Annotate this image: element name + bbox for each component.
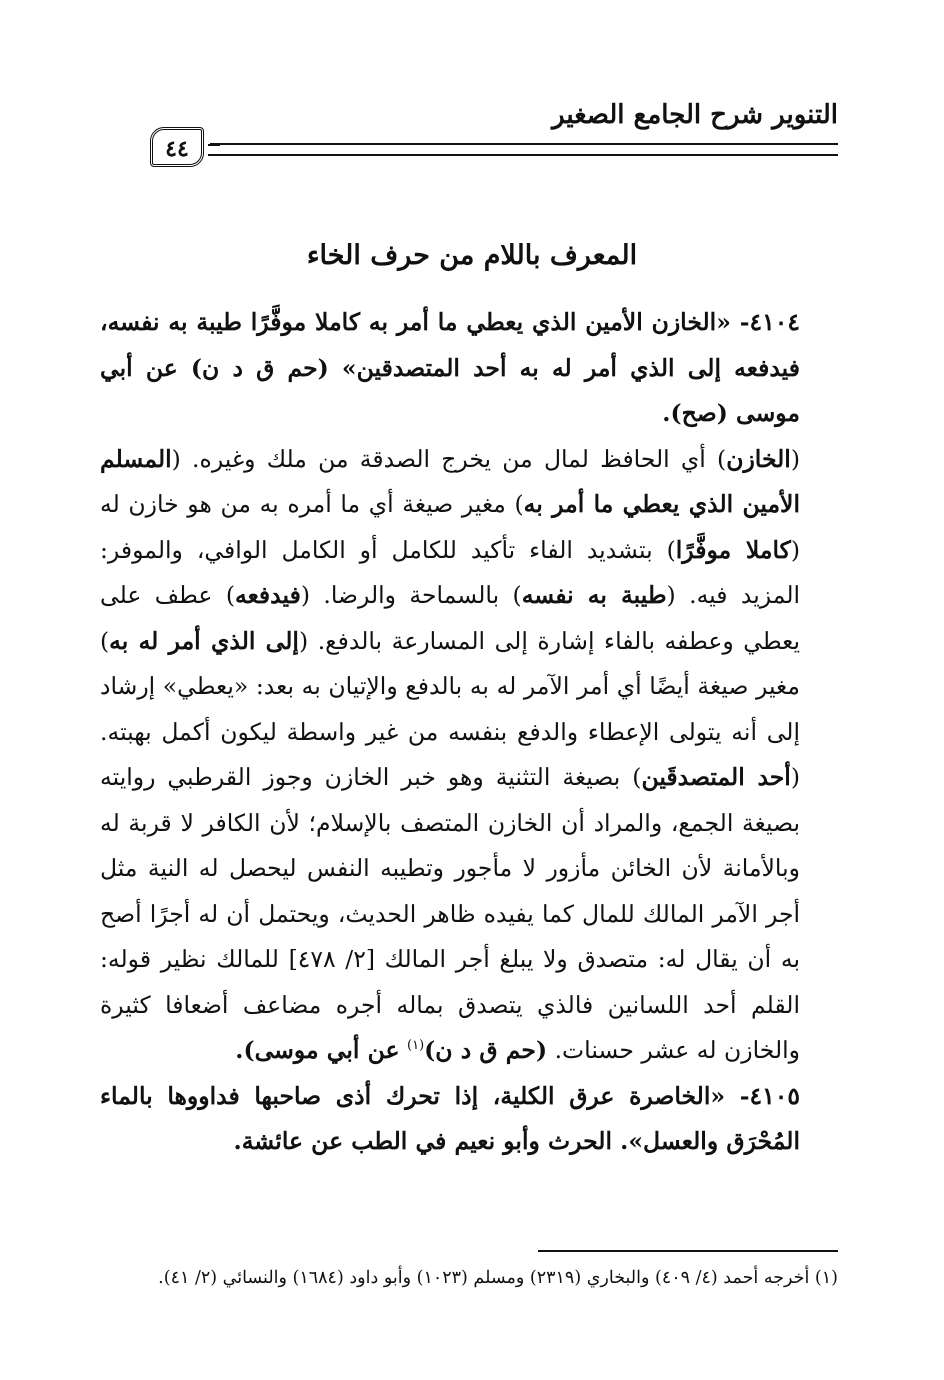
commentary-4104: (الخازن) أي الحافظ لمال من يخرج الصدقة من ملك وغيره. (المسلم الأمين الذي يعطي ما أمر به) مغير صيغة أي ما أمره به من هو خازن له (كاملا موفَّرًا) بتشديد الفاء تأكيد للكامل أو الكامل الوافي، والموفر: المزيد فيه. (طيبة به نفسه) بالسماحة والرضا. (فيدفعه) عطف على يعطي وعطفه بالفاء إشارة إلى المسارعة بالدفع. (إلى الذي أمر له به) مغير صيغة أيضًا أي أمر الآمر له به بالدفع والإتيان به بعد: «يعطي» إرشاد إلى أنه يتولى الإعطاء والدفع بنفسه من غير واسطة ليكون أكمل بهبته. (أحد المتصدقَين) بصيغة التثنية وهو خبر الخازن وجوز القرطبي روايته بصيغة الجمع، والمراد أن الخازن المتصف بالإسلام؛ لأن الكافر لا قربة له وبالأمانة لأن الخائن مأزور لا مأجور وتطيبه النفس ليحصل له النية مثل أجر الآمر المالك للمال كما يفيده ظاهر الحديث، ويحتمل أن له أجرًا أصح به أن يقال له: متصدق ولا يبلغ أجر المالك [٢/ ٤٧٨] للمالك نظير قوله: القلم أحد اللسانين فالذي يتصدق بماله أجره مضاعف أضعافا كثيرة والخازن له عشر حسنات. (حم ق د ن)$^{(١)}$ عن أبي موسى). bbox=[100, 444, 801, 1064]
commentary-text: بصيغة التثنية وهو خبر الخازن وجوز القرطبي روايته بصيغة الجمع، والمراد أن الخازن المتصف بالإسلام؛ لأن الكافر لا قربة له وبالأمانة لأن الخائن مأزور لا مأجور وتطيبه النفس ليحصل له النية مثل أجر الآمر المالك للمال كما يفيده ظاهر الحديث، ويحتمل أن له أجرًا أصح به أن يقال له: متصدق ولا يبلغ أجر المالك [٢/ ٤٧٨] للمالك نظير قوله: القلم أحد اللسانين فالذي يتصدق بماله أجره مضاعف أضعافا كثيرة والخازن له عشر حسنات. bbox=[100, 763, 801, 1064]
commentary-text: بتشديد الفاء تأكيد للكامل أو الكامل الوافي، والموفر: المزيد فيه. bbox=[100, 535, 801, 609]
footnote-separator bbox=[538, 1250, 838, 1252]
term-muslim-amin: المسلم الأمين الذي يعطي ما أمر به bbox=[100, 444, 800, 518]
section-heading: المعرف باللام من حرف الخاء bbox=[306, 240, 638, 271]
narrator: عن أبي موسى). bbox=[235, 1036, 400, 1064]
footnote-reference[interactable]: (١) bbox=[407, 1038, 425, 1054]
term-tayyiba: طيبة به نفسه bbox=[521, 581, 667, 609]
main-text bbox=[100, 300, 838, 1165]
commentary-text: مغير صيغة أي ما أمره به من هو خازن له bbox=[100, 490, 506, 518]
term-kamilan: كاملا موفَّرًا bbox=[675, 535, 791, 564]
page-number: ٤٤ bbox=[150, 127, 204, 167]
commentary-text: أي الحافظ لمال من يخرج الصدقة من ملك وغيره. bbox=[192, 444, 706, 473]
commentary-text: مغير صيغة أيضًا أي أمر الآمر له به بالدفع والإتيان به بعد: «يعطي» إرشاد إلى أنه يتولى الإعطاء والدفع بنفسه من غير واسطة ليكون أكمل بهبته. bbox=[100, 672, 800, 746]
running-title: التنوير شرح الجامع الصغير bbox=[552, 100, 838, 130]
hadith-4104: ٤١٠٤- «الخازن الأمين الذي يعطي ما أمر به كاملا موفَّرًا طيبة به نفسه، فيدفعه إلى الذي أمر له به أحد المتصدقين» (حم ق د ن) عن أبي موسى (صح). bbox=[100, 308, 800, 427]
term-mutasaddiqayn: أحد المتصدقَين bbox=[641, 763, 791, 791]
header-double-rule bbox=[210, 143, 838, 156]
hadith-4105: ٤١٠٥- «الخاصرة عرق الكلية، إذا تحرك أذى صاحبها فداووها بالماء المُحْرَق والعسل». الحرث وأبو نعيم في الطب عن عائشة. bbox=[100, 1081, 800, 1155]
commentary-text: عطف على يعطي وعطفه بالفاء إشارة إلى المسارعة بالدفع. bbox=[100, 581, 800, 655]
header-rule-end bbox=[208, 144, 220, 156]
commentary-text: بالسماحة والرضا. bbox=[323, 581, 500, 609]
source-symbols: (حم ق د ن) bbox=[424, 1036, 548, 1064]
term-ila-alladhi: إلى الذي أمر له به bbox=[109, 626, 299, 655]
term-fayadfauhu: فيدفعه bbox=[235, 581, 301, 609]
footnote: (١) أخرجه أحمد (٤/ ٤٠٩) والبخاري (٢٣١٩) ومسلم (١٠٢٣) وأبو داود (١٦٨٤) والنسائي (٢/ ٤١). bbox=[158, 1268, 838, 1288]
term-khazin: الخازن bbox=[726, 444, 791, 473]
